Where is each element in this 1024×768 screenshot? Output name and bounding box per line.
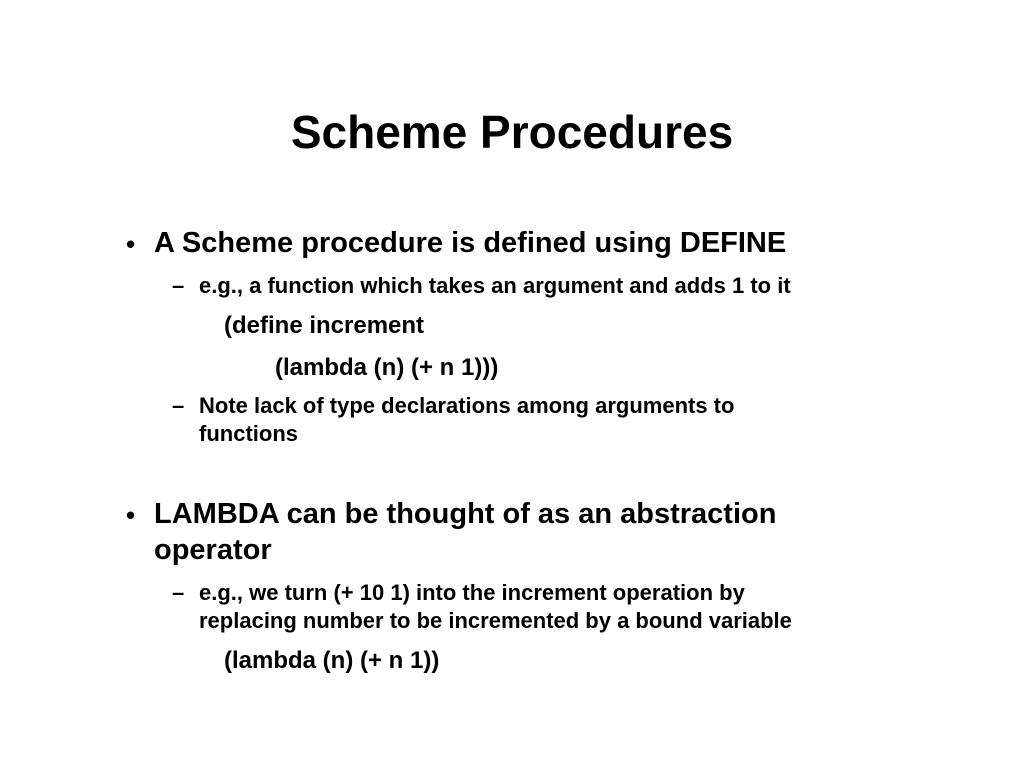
bullet-2-sub-1-dash: – bbox=[172, 580, 185, 605]
bullet-2-sub-1-line-1: e.g., we turn (+ 10 1) into the increment operation by bbox=[199, 580, 745, 605]
bullet-1-sub-2-line-2: functions bbox=[199, 421, 298, 446]
code-line-lambda-2: (lambda (n) (+ n 1)) bbox=[224, 647, 440, 674]
bullet-1-sub-1-text: e.g., a function which takes an argument and adds 1 to it bbox=[199, 273, 791, 298]
bullet-2-marker: • bbox=[126, 500, 136, 530]
bullet-1-text: A Scheme procedure is defined using DEFINE bbox=[154, 227, 787, 259]
bullet-1-sub-1-dash: – bbox=[172, 273, 185, 298]
bullet-2-line-2: operator bbox=[154, 534, 272, 566]
slide-title: Scheme Procedures bbox=[290, 106, 734, 158]
code-line-define: (define increment bbox=[224, 312, 425, 339]
code-line-lambda-1: (lambda (n) (+ n 1))) bbox=[275, 354, 499, 381]
bullet-2-sub-1-line-2: replacing number to be incremented by a bound variable bbox=[199, 608, 792, 633]
bullet-1-sub-2-line-1: Note lack of type declarations among arguments to bbox=[199, 393, 735, 418]
bullet-2-line-1: LAMBDA can be thought of as an abstraction bbox=[154, 498, 777, 530]
bullet-1-sub-2-dash: – bbox=[172, 393, 185, 418]
bullet-1-marker: • bbox=[126, 229, 136, 259]
